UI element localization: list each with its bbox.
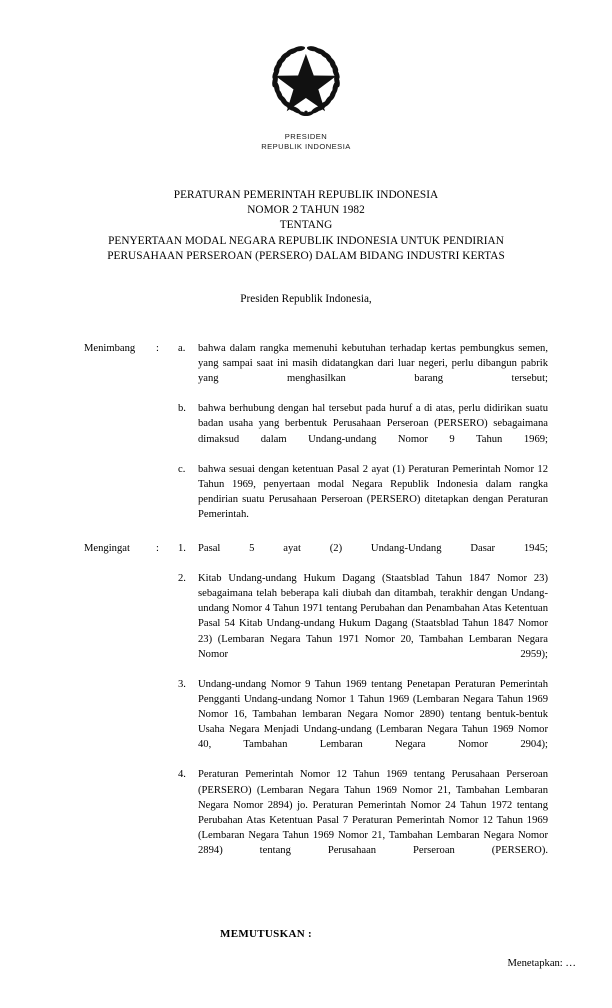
item-text: bahwa berhubung dengan hal tersebut pada huruf a di atas, perlu didirikan suatu badan usaha yang berbentuk Perusahaan Perseroan (PERSERO) sebagaimana dimaksud dalam Undang-undang Nomor 9 Tahun 1969; [198, 403, 548, 445]
emblem-caption-line-2: REPUBLIK INDONESIA [261, 142, 351, 151]
item-marker: 2. [178, 573, 186, 585]
document-title [56, 188, 556, 264]
emblem-caption-line-1: PRESIDEN [284, 132, 328, 141]
mengingat-label: Mengingat [84, 543, 130, 554]
title-line-2-number: NOMOR 2 TAHUN 1982 [247, 204, 365, 217]
item-text: bahwa dalam rangka memenuhi kebutuhan terhadap kertas pembungkus semen, yang sampai saat ini masih didatangkan dari luar negeri, perlu dibangun pabrik yang menghasilkan barang tersebut; [198, 343, 548, 385]
list-item [178, 341, 548, 401]
item-text: Peraturan Pemerintah Nomor 12 Tahun 1969 tentang Perusahaan Perseroan (PERSERO) (Lembaran Negara Tahun 1969 Nomor 21, Tambahan Lembaran Negara Nomor 2894) jo. Peraturan Pemerintah Nomor 24 Tahun 1972 tentang Perubahan Atas Ketentuan Pasal 7 Peraturan Pemerintah Nomor 12 Tahun 1969 (Lembaran Negara Tahun 1969 Nomor 21, Tambahan Lembaran Negara Nomor 2894) tentang Perusahaan Perseroan (PERSERO). [198, 769, 548, 856]
list-item [178, 571, 548, 677]
item-text: Kitab Undang-undang Hukum Dagang (Staatsblad Tahun 1847 Nomor 23) sebagaimana telah beberapa kali diubah dan ditambah, terakhir dengan Undang-undang Nomor 4 Tahun 1971 tentang Perubahan dan Penambahan Atas Ketentuan Pasal 54 Kitab Undang-undang Hukum Dagang (Staatsblad Tahun 1847 Nomor 23) (Lembaran Negara Tahun 1971 Nomor 20, Tambahan Lembaran Negara Nomor 2959); [198, 573, 548, 660]
list-item [178, 462, 548, 537]
clause-mengingat [84, 541, 548, 873]
item-marker: b. [178, 403, 186, 415]
memutuskan-heading: MEMUTUSKAN : [220, 928, 312, 940]
list-item [178, 677, 548, 768]
mengingat-items [178, 541, 548, 873]
item-marker: c. [178, 463, 186, 475]
list-item [178, 767, 548, 873]
title-line-5-subject: PERUSAHAAN PERSEROAN (PERSERO) DALAM BIDANG INDUSTRI KERTAS [107, 249, 505, 262]
title-line-3-tentang: TENTANG [279, 219, 333, 232]
menetapkan-continuation: Menetapkan: … [507, 958, 576, 969]
item-text: Pasal 5 ayat (2) Undang-Undang Dasar 1945; [198, 543, 548, 554]
item-text: bahwa sesuai dengan ketentuan Pasal 2 ayat (1) Peraturan Pemerintah Nomor 12 Tahun 1969, penyertaan modal Negara Republik Indonesia dalam rangka pendirian suatu Perusahaan Perseroan (PERSERO) ditetapkan dengan Peraturan Pemerintah. [198, 463, 548, 521]
opening-authority-line: Presiden Republik Indonesia, [240, 293, 372, 305]
mengingat-colon: : [156, 543, 159, 554]
title-line-1: PERATURAN PEMERINTAH REPUBLIK INDONESIA [173, 189, 439, 201]
item-marker: 3. [178, 678, 186, 690]
item-text: Undang-undang Nomor 9 Tahun 1969 tentang Penetapan Peraturan Pemerintah Pengganti Undang-undang Nomor 1 Tahun 1969 (Lembaran Negara Tahun 1969 Nomor 16, Tambahan lembaran Negara Nomor 2890) tentang bentuk-bentuk Usaha Negara Menjadi Undang-undang (Lembaran Negara Tahun 1969 Nomor 40, Tambahan Lembaran Negara Nomor 2904); [198, 678, 548, 751]
menimbang-colon: : [156, 343, 159, 354]
presidential-emblem-block [0, 38, 612, 152]
menimbang-label: Menimbang [84, 343, 136, 354]
emblem-caption [0, 132, 612, 152]
menimbang-items [178, 341, 548, 537]
clause-menimbang [84, 341, 548, 537]
title-line-4-subject: PENYERTAAN MODAL NEGARA REPUBLIK INDONESIA UNTUK PENDIRIAN [108, 234, 504, 247]
item-marker: 1. [178, 543, 186, 554]
item-marker: a. [178, 343, 186, 354]
list-item [178, 401, 548, 461]
item-marker: 4. [178, 769, 186, 781]
list-item [178, 541, 548, 571]
star-in-laurel-wreath-icon [263, 38, 349, 124]
